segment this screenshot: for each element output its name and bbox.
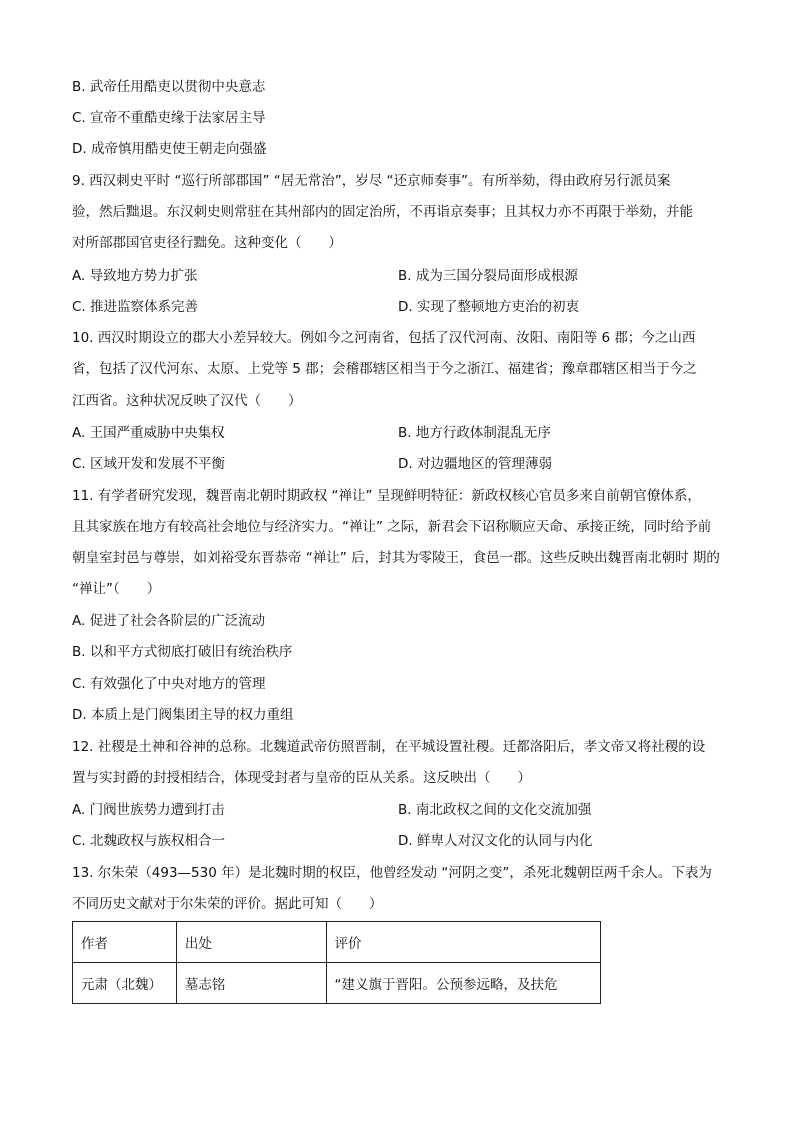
q11-stem-line: 朝皇室封邑与尊崇，如刘裕受东晋恭帝 “禅让” 后，封其为零陵王，食邑一郡。这些反映出魏晋南北朝时 期的 (72, 550, 720, 566)
q9-option-d: D. 实现了整顿地方吏治的初衷 (398, 299, 579, 315)
q13-stem-line: 不同历史文献对于尔朱荣的评价。据此可知（ ） (72, 896, 383, 912)
q12-option-c: C. 北魏政权与族权相合一 (72, 833, 226, 849)
table-header-cell: 出处 (176, 922, 326, 963)
table-header-cell: 作者 (73, 922, 177, 963)
q10-option-b: B. 地方行政体制混乱无序 (398, 425, 551, 441)
q11-option-a: A. 促进了社会各阶层的广泛流动 (72, 613, 266, 629)
q9-stem-line: 验，然后黜退。东汉刺史则常驻在其州部内的固定治所，不再诣京奏事；且其权力亦不再限于举劾，并能 (72, 204, 693, 220)
q13-stem-line: 13. 尔朱荣（493—530 年）是北魏时期的权臣，他曾经发动 “河阴之变”，杀死北魏朝臣两千余人。下表为 (72, 865, 712, 881)
q12-option-d: D. 鲜卑人对汉文化的认同与内化 (398, 833, 593, 849)
q11-option-c: C. 有效强化了中央对地方的管理 (72, 676, 266, 692)
q12-option-a: A. 门阀世族势力遭到打击 (72, 802, 225, 818)
q9-stem-line: 9. 西汉刺史平时 “巡行所部郡国” “居无常治”，岁尽 “还京师奏事”。有所举劾，得由政府另行派员案 (72, 173, 671, 189)
q10-stem-line: 江西省。这种状况反映了汉代（ ） (72, 393, 302, 409)
q9-option-b: B. 成为三国分裂局面形成根源 (398, 268, 578, 284)
q11-stem-line: “禅让”（ ） (72, 581, 161, 597)
q10-option-c: C. 区域开发和发展不平衡 (72, 456, 226, 472)
q11-stem-line: 且其家族在地方有较高社会地位与经济实力。“禅让” 之际，新君会下诏称顺应天命、承接正统，同时给予前 (72, 519, 712, 535)
q11-stem-line: 11. 有学者研究发现，魏晋南北朝时期政权 “禅让” 呈现鲜明特征：新政权核心官员多来自前朝官僚体系， (72, 488, 701, 504)
q12-option-b: B. 南北政权之间的文化交流加强 (398, 802, 592, 818)
q9-option-a: A. 导致地方势力扩张 (72, 268, 198, 284)
q11-option-d: D. 本质上是门阀集团主导的权力重组 (72, 707, 294, 723)
q8-option-c: C. 宣帝不重酷吏缘于法家居主导 (72, 110, 266, 126)
q12-stem-line: 12. 社稷是土神和谷神的总称。北魏道武帝仿照晋制，在平城设置社稷。迁都洛阳后，孝文帝又将社稷的设 (72, 739, 706, 755)
q11-option-b: B. 以和平方式彻底打破旧有统治秩序 (72, 644, 293, 660)
q10-option-d: D. 对边疆地区的管理薄弱 (398, 456, 552, 472)
q10-option-a: A. 王国严重威胁中央集权 (72, 425, 225, 441)
q8-option-b: B. 武帝任用酷吏以贯彻中央意志 (72, 79, 266, 95)
table-header-cell: 评价 (326, 922, 600, 963)
q12-stem-line: 置与实封爵的封授相结合，体现受封者与皇帝的臣从关系。这反映出（ ） (72, 770, 531, 786)
table-header-row (73, 922, 601, 963)
table-cell: 元肃（北魏） (73, 963, 177, 1004)
table-cell: “建义旗于晋阳。公预参远略，及扶危 (326, 963, 600, 1004)
q10-stem-line: 省，包括了汉代河东、太原、上党等 5 郡；会稽郡辖区相当于今之浙江、福建省；豫章郡辖区相当于今之 (72, 361, 697, 377)
q10-stem-line: 10. 西汉时期设立的郡大小差异较大。例如今之河南省，包括了汉代河南、汝阳、南阳等 6 郡；今之山西 (72, 330, 696, 346)
evaluation-table (72, 921, 601, 1004)
table-cell: 墓志铭 (176, 963, 326, 1004)
q9-stem-line: 对所部郡国官吏径行黜免。这种变化（ ） (72, 235, 342, 251)
table-row (73, 963, 601, 1004)
q9-option-c: C. 推进监察体系完善 (72, 299, 199, 315)
q8-option-d: D. 成帝慎用酷吏使王朝走向强盛 (72, 141, 267, 157)
